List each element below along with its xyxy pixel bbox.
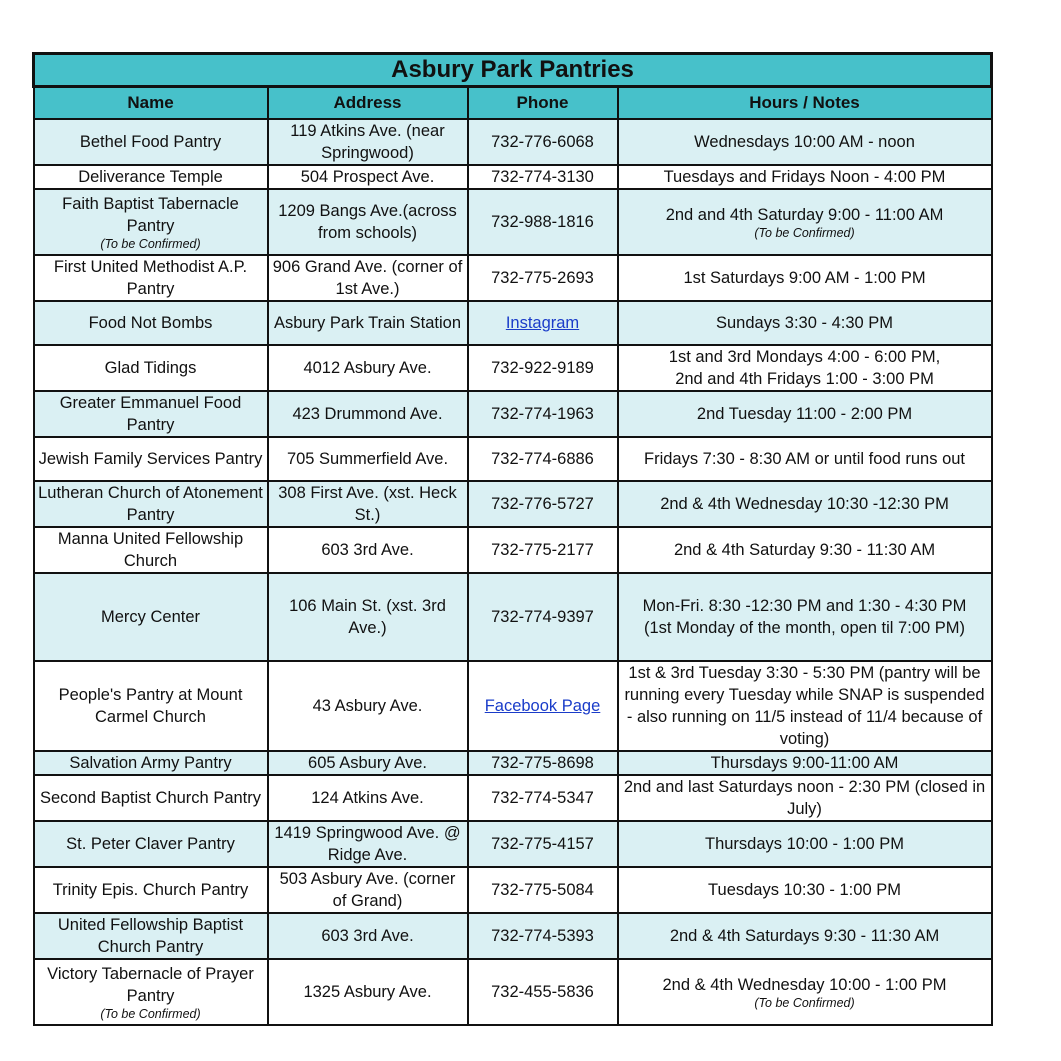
pantry-name-cell [34,437,268,481]
pantry-phone-cell [468,527,618,573]
pantry-phone-cell [468,821,618,867]
pantry-name: Glad Tidings [104,359,197,377]
pantry-hours: 2nd & 4th Wednesday 10:00 - 1:00 PM [662,976,947,994]
pantry-phone-cell [468,255,618,301]
pantry-phone-cell [468,867,618,913]
pantry-hours-note: (To be Confirmed) [754,996,855,1010]
pantry-phone: 732-775-4157 [491,835,594,853]
pantry-hours-cell [618,391,992,437]
pantry-hours: 1st Saturdays 9:00 AM - 1:00 PM [683,269,926,287]
pantry-name-cell [34,959,268,1025]
pantry-phone-cell [468,913,618,959]
pantry-name: St. Peter Claver Pantry [66,835,235,853]
pantry-name-cell [34,913,268,959]
pantry-phone: 732-775-2693 [491,269,594,287]
table-row [34,661,992,751]
pantry-hours-note: (To be Confirmed) [754,226,855,240]
table-body [34,119,992,1025]
table-row [34,345,992,391]
table-row [34,301,992,345]
pantry-hours: 2nd and last Saturdays noon - 2:30 PM (closed in July) [623,778,986,818]
pantry-name-cell [34,821,268,867]
pantry-phone-cell [468,573,618,661]
pantry-address: 906 Grand Ave. (corner of 1st Ave.) [268,255,468,301]
pantry-phone-cell [468,751,618,775]
pantry-name: Manna United Fellowship Church [57,530,244,570]
pantry-name: Greater Emmanuel Food Pantry [59,394,242,434]
pantry-phone: 732-775-2177 [491,541,594,559]
pantry-hours-cell [618,573,992,661]
pantry-phone-cell [468,189,618,255]
pantry-hours-cell [618,661,992,751]
pantry-name-cell [34,255,268,301]
pantry-name-cell [34,751,268,775]
table-row [34,527,992,573]
pantry-phone-cell [468,661,618,751]
pantry-name: Lutheran Church of Atonement Pantry [38,484,263,524]
pantry-phone: 732-774-6886 [491,450,594,468]
table-row [34,189,992,255]
pantry-hours-cell [618,437,992,481]
pantry-hours-cell [618,775,992,821]
pantry-phone: 732-776-6068 [491,133,594,151]
pantry-address: 1419 Springwood Ave. @ Ridge Ave. [268,821,468,867]
pantry-name-cell [34,573,268,661]
pantry-hours-cell [618,165,992,189]
pantry-phone: 732-455-5836 [491,983,594,1001]
table-row [34,867,992,913]
pantry-hours-cell [618,481,992,527]
table-row [34,255,992,301]
pantry-phone-cell [468,391,618,437]
pantry-phone: 732-774-3130 [491,168,594,186]
pantry-name: First United Methodist A.P. Pantry [53,258,248,298]
pantry-hours-cell [618,867,992,913]
pantry-hours-cell [618,821,992,867]
table-row [34,481,992,527]
pantry-name-cell [34,165,268,189]
pantry-hours: 2nd Tuesday 11:00 - 2:00 PM [696,405,913,423]
table-title: Asbury Park Pantries [34,54,992,87]
column-header-name: Name [34,87,268,120]
pantry-hours: 2nd & 4th Saturdays 9:30 - 11:30 AM [669,927,940,945]
pantry-phone-cell [468,959,618,1025]
pantry-phone: 732-775-5084 [491,881,594,899]
pantry-hours-cell [618,345,992,391]
column-header-hours: Hours / Notes [618,87,992,120]
pantry-address: 605 Asbury Ave. [268,751,468,775]
table-row [34,119,992,165]
pantry-hours: 2nd & 4th Saturday 9:30 - 11:30 AM [673,541,936,559]
pantry-name-note: (To be Confirmed) [100,237,201,251]
pantry-hours: 2nd and 4th Saturday 9:00 - 11:00 AM [665,206,944,224]
pantry-hours: 1st and 3rd Mondays 4:00 - 6:00 PM, 2nd and 4th Fridays 1:00 - 3:00 PM [668,348,941,388]
pantry-name: Bethel Food Pantry [79,133,222,151]
pantry-address: 603 3rd Ave. [268,913,468,959]
table-row [34,391,992,437]
pantry-link[interactable]: Facebook Page [484,697,601,715]
pantry-phone: 732-774-1963 [491,405,594,423]
pantry-address: Asbury Park Train Station [268,301,468,345]
pantry-name-cell [34,119,268,165]
pantry-address: 603 3rd Ave. [268,527,468,573]
pantry-hours-cell [618,119,992,165]
pantry-phone-cell [468,345,618,391]
column-header-address: Address [268,87,468,120]
pantry-name-cell [34,481,268,527]
pantry-hours: Wednesdays 10:00 AM - noon [694,133,915,151]
pantry-hours-cell [618,255,992,301]
pantry-address: 106 Main St. (xst. 3rd Ave.) [268,573,468,661]
table-row [34,959,992,1025]
pantry-phone: 732-774-5347 [491,789,594,807]
pantry-name-cell [34,661,268,751]
pantry-address: 119 Atkins Ave. (near Springwood) [268,119,468,165]
pantry-name: Jewish Family Services Pantry [38,450,263,468]
pantry-address: 503 Asbury Ave. (corner of Grand) [268,867,468,913]
pantry-name-cell [34,391,268,437]
pantry-name-cell [34,301,268,345]
pantry-name: People's Pantry at Mount Carmel Church [58,686,243,726]
pantry-phone: 732-774-5393 [491,927,594,945]
table-row [34,165,992,189]
pantry-hours: 1st & 3rd Tuesday 3:30 - 5:30 PM (pantry will be running every Tuesday while SNAP is suspended - also running on 11/5 instead of 11/4 because of voting) [624,664,985,748]
pantry-hours: Fridays 7:30 - 8:30 AM or until food runs out [644,450,966,468]
pantry-address: 124 Atkins Ave. [268,775,468,821]
pantry-phone-cell [468,119,618,165]
pantry-sheet [32,52,990,1026]
table-row [34,573,992,661]
table-row [34,751,992,775]
pantry-name: Salvation Army Pantry [69,754,232,772]
pantry-hours: Tuesdays and Fridays Noon - 4:00 PM [663,168,946,186]
pantry-name-cell [34,775,268,821]
pantry-hours: Mon-Fri. 8:30 -12:30 PM and 1:30 - 4:30 PM (1st Monday of the month, open til 7:00 PM) [642,597,967,637]
pantry-name: Faith Baptist Tabernacle Pantry [62,195,239,235]
column-header-phone: Phone [468,87,618,120]
pantry-link[interactable]: Instagram [505,314,580,332]
pantry-phone: 732-988-1816 [491,213,594,231]
table-row [34,913,992,959]
table-row [34,437,992,481]
pantry-address: 423 Drummond Ave. [268,391,468,437]
pantry-hours-cell [618,913,992,959]
pantry-phone: 732-776-5727 [491,495,594,513]
pantry-hours: Thursdays 10:00 - 1:00 PM [705,835,905,853]
table-row [34,821,992,867]
pantry-address: 308 First Ave. (xst. Heck St.) [268,481,468,527]
pantry-name-cell [34,345,268,391]
pantry-phone-cell [468,481,618,527]
column-header-row [34,87,992,120]
pantry-phone-cell [468,437,618,481]
pantry-address: 4012 Asbury Ave. [268,345,468,391]
pantry-hours-cell [618,189,992,255]
pantry-table [32,52,993,1026]
pantry-phone-cell [468,165,618,189]
pantry-hours-cell [618,527,992,573]
pantry-name: Mercy Center [100,608,201,626]
pantry-phone: 732-922-9189 [491,359,594,377]
pantry-address: 1209 Bangs Ave.(across from schools) [268,189,468,255]
pantry-name-cell [34,189,268,255]
pantry-hours-cell [618,959,992,1025]
pantry-hours-cell [618,301,992,345]
pantry-address: 504 Prospect Ave. [268,165,468,189]
pantry-address: 705 Summerfield Ave. [268,437,468,481]
pantry-hours: Sundays 3:30 - 4:30 PM [716,314,894,332]
pantry-phone-cell [468,301,618,345]
pantry-hours: 2nd & 4th Wednesday 10:30 -12:30 PM [660,495,949,513]
pantry-name-cell [34,527,268,573]
pantry-name: Second Baptist Church Pantry [39,789,262,807]
pantry-name: United Fellowship Baptist Church Pantry [57,916,244,956]
pantry-address: 1325 Asbury Ave. [268,959,468,1025]
pantry-hours: Thursdays 9:00-11:00 AM [710,754,899,772]
pantry-phone: 732-775-8698 [491,754,594,772]
pantry-hours-cell [618,751,992,775]
pantry-name: Food Not Bombs [88,314,213,332]
pantry-phone-cell [468,775,618,821]
pantry-name: Victory Tabernacle of Prayer Pantry [47,965,254,1005]
pantry-name: Trinity Epis. Church Pantry [52,881,249,899]
pantry-name-note: (To be Confirmed) [100,1007,201,1021]
pantry-name-cell [34,867,268,913]
pantry-address: 43 Asbury Ave. [268,661,468,751]
table-row [34,775,992,821]
pantry-phone: 732-774-9397 [491,608,594,626]
pantry-name: Deliverance Temple [78,168,223,186]
pantry-hours: Tuesdays 10:30 - 1:00 PM [708,881,901,899]
